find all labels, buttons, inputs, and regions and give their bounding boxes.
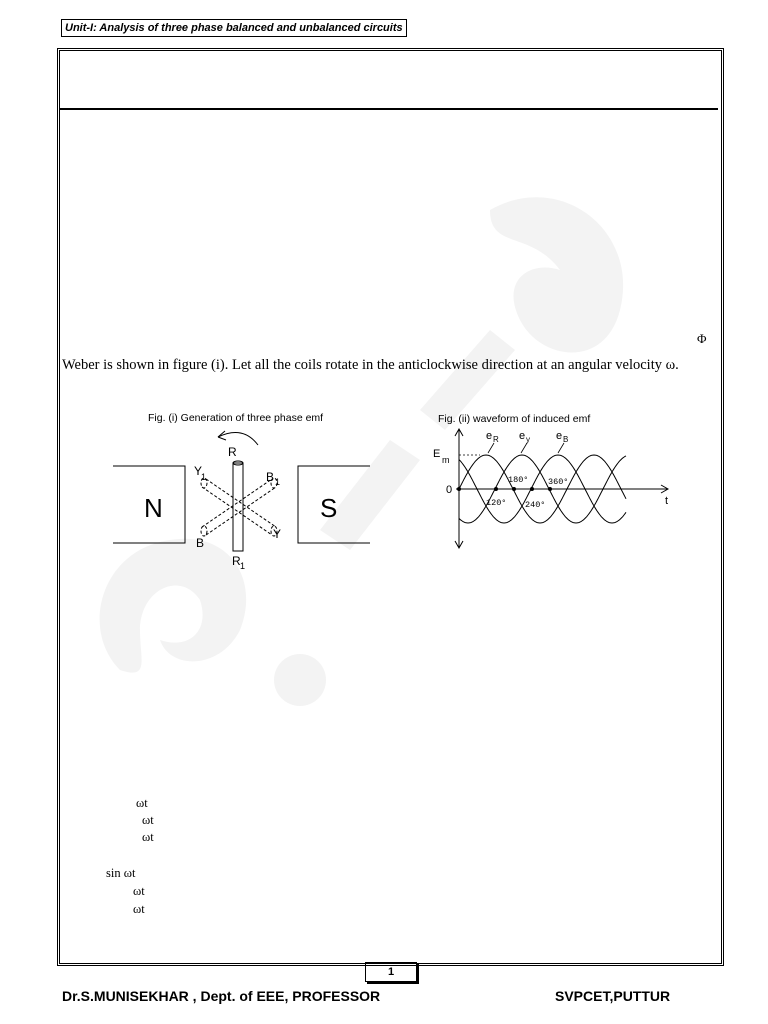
legend-ey-sub: y (526, 435, 530, 444)
north-pole-label: N (144, 493, 163, 523)
figure-waveform (428, 405, 678, 555)
label-r1: R (232, 554, 241, 568)
label-b1: B (266, 470, 275, 484)
label-b: B (196, 536, 205, 550)
eq-wt-4: ωt (133, 884, 145, 898)
label-y1: Y (194, 464, 203, 478)
eq-wt-5: ωt (133, 902, 145, 916)
legend-er: e (486, 430, 493, 442)
label-r: R (228, 445, 237, 459)
coil-b (201, 478, 277, 536)
em-label: E (433, 448, 441, 460)
em-label-sub: m (442, 455, 450, 465)
page-number: 1 (365, 962, 417, 982)
footer-author: Dr.S.MUNISEKHAR , Dept. of EEE, PROFESSOR (62, 988, 381, 1004)
south-pole-label: S (320, 493, 338, 523)
origin-label: 0 (446, 484, 453, 496)
label-y: Y (273, 527, 282, 541)
angle-240: 240° (525, 500, 546, 510)
angle-120: 120° (486, 498, 507, 508)
label-r1-sub: 1 (240, 561, 246, 571)
figure-generation-of-emf (108, 405, 378, 580)
eq-sin-wt: sin ωt (106, 866, 136, 880)
legend-ey: e (519, 430, 526, 442)
figure1-caption: Fig. (i) Generation of three phase emf (148, 412, 324, 424)
legend-eb: e (556, 430, 563, 442)
unit-title: Unit-I: Analysis of three phase balanced and unbalanced circuits (61, 19, 407, 37)
eq-wt-1: ωt (136, 796, 148, 810)
body-paragraph: Weber is shown in figure (i). Let all the coils rotate in the anticlockwise direction at an angular velocity ω. (62, 357, 679, 373)
phi-symbol: Φ (697, 331, 707, 346)
label-y1-sub: 1 (201, 472, 207, 482)
t-axis-label: t (665, 495, 669, 507)
eq-wt-2: ωt (142, 813, 154, 827)
footer-institution: SVPCET,PUTTUR (555, 988, 671, 1004)
angle-360: 360° (548, 477, 569, 487)
legend-er-sub: R (493, 435, 499, 444)
eq-wt-3: ωt (142, 830, 154, 844)
label-b1-sub: 1 (275, 477, 281, 487)
figure2-caption: Fig. (ii) waveform of induced emf (438, 413, 591, 425)
angle-180: 180° (508, 475, 529, 485)
legend-eb-sub: B (563, 435, 569, 444)
coil-y (201, 478, 277, 536)
coil-r (233, 461, 243, 551)
